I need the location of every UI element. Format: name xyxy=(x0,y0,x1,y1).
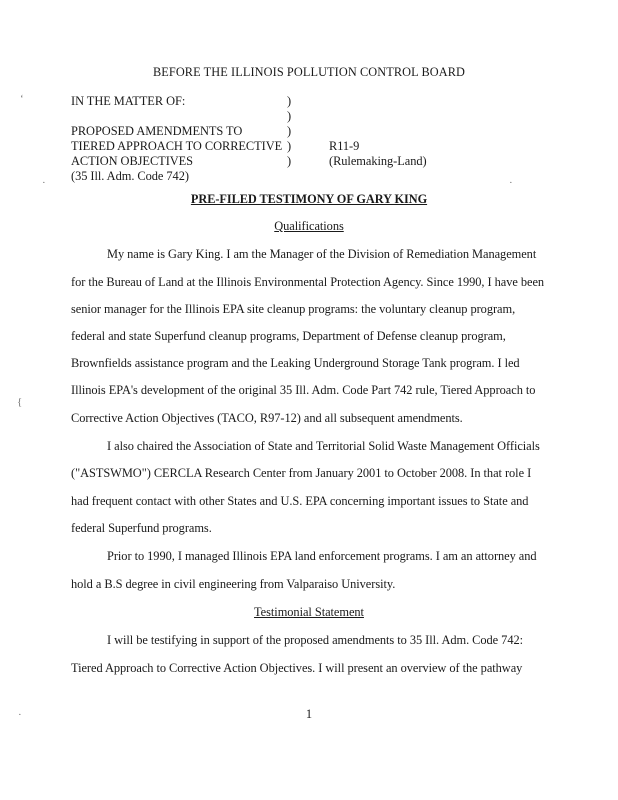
body-line: senior manager for the Illinois EPA site cleanup programs: the voluntary cleanup program, xyxy=(71,302,516,316)
body-line: ("ASTSWMO") CERCLA Research Center from January 2001 to October 2008. In that role I xyxy=(71,466,532,480)
docket-type: (Rulemaking-Land) xyxy=(329,154,427,168)
body-line: Corrective Action Objectives (TACO, R97-12) and all subsequent amendments. xyxy=(71,411,463,425)
testimonial-heading: Testimonial Statement xyxy=(254,605,364,619)
scan-speck: { xyxy=(17,396,23,408)
body-line: I will be testifying in support of the proposed amendments to 35 Ill. Adm. Code 742: xyxy=(107,633,523,647)
body-line: Brownfields assistance program and the Leaking Underground Storage Tank program. I led xyxy=(71,356,520,370)
caption-line-proposed: PROPOSED AMENDMENTS TO xyxy=(71,124,243,138)
caption-line-action: ACTION OBJECTIVES xyxy=(71,154,194,168)
body-line: had frequent contact with other States and U.S. EPA concerning important issues to State and xyxy=(71,494,529,508)
body-line: for the Bureau of Land at the Illinois Environmental Protection Agency. Since 1990, I have been xyxy=(71,275,545,289)
caption-line-code: (35 Ill. Adm. Code 742) xyxy=(71,169,189,183)
body-line: Tiered Approach to Corrective Action Objectives. I will present an overview of the pathway xyxy=(71,661,523,675)
caption-line-tiered: TIERED APPROACH TO CORRECTIVE xyxy=(71,139,283,153)
testimony-title: PRE-FILED TESTIMONY OF GARY KING xyxy=(190,192,428,206)
body-line: federal and state Superfund cleanup programs, Department of Defense cleanup program, xyxy=(71,329,506,343)
scan-speck: ‘ xyxy=(20,93,24,105)
caption-paren: ) xyxy=(287,139,292,153)
body-line: Prior to 1990, I managed Illinois EPA land enforcement programs. I am an attorney and xyxy=(107,549,537,563)
caption-paren: ) xyxy=(287,109,292,123)
body-line: I also chaired the Association of State and Territorial Solid Waste Management Officials xyxy=(107,439,540,453)
caption-paren: ) xyxy=(287,94,292,108)
page-number: 1 xyxy=(305,707,313,721)
body-line: hold a B.S degree in civil engineering from Valparaiso University. xyxy=(71,577,396,591)
docket-number: R11-9 xyxy=(329,139,360,153)
body-line: Illinois EPA's development of the original 35 Ill. Adm. Code Part 742 rule, Tiered Approach to xyxy=(71,383,536,397)
qualifications-heading: Qualifications xyxy=(274,219,344,233)
caption-line-matter: IN THE MATTER OF: xyxy=(71,94,186,108)
scan-speck: · xyxy=(42,177,46,189)
scan-speck: · xyxy=(18,709,22,721)
caption-paren: ) xyxy=(287,124,292,138)
body-line: federal Superfund programs. xyxy=(71,521,212,535)
scan-speck: · xyxy=(509,177,513,189)
caption-paren: ) xyxy=(287,154,292,168)
board-title: BEFORE THE ILLINOIS POLLUTION CONTROL BOARD xyxy=(152,65,466,79)
body-line: My name is Gary King. I am the Manager of the Division of Remediation Management xyxy=(107,247,537,261)
